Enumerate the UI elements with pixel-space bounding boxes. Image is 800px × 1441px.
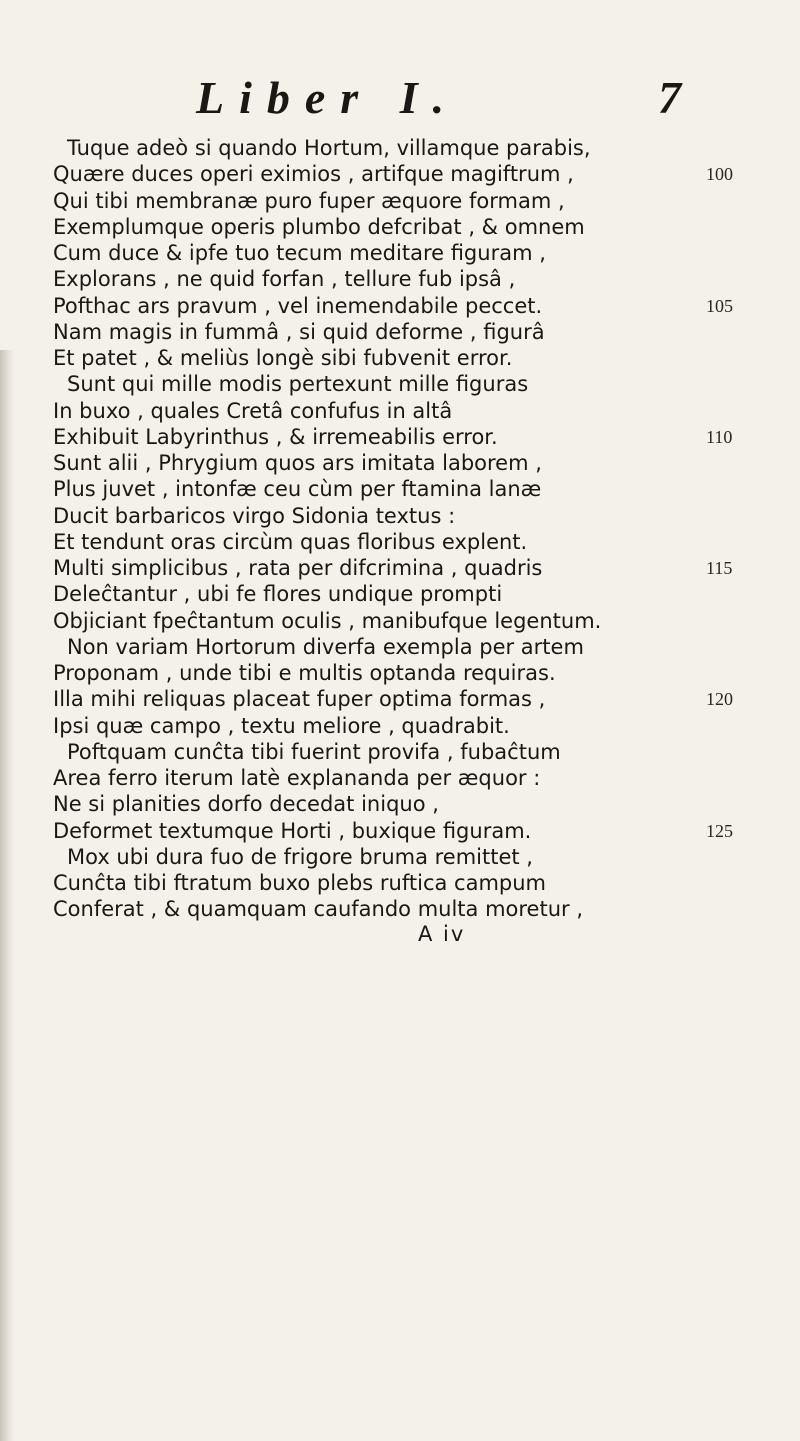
margin-line-number: 125: [706, 820, 733, 841]
verse-text: Non variam Hortorum diverfa exempla per artem: [67, 634, 584, 659]
verse-text: Et tendunt oras circùm quas floribus explent.: [53, 529, 528, 554]
verse-line: [0, 503, 800, 529]
verse-line: [0, 844, 800, 870]
verse-line: [0, 135, 800, 161]
page-number: 7: [658, 72, 681, 123]
verse-text: Ne si planities dorfo decedat iniquo ,: [53, 792, 439, 817]
verse-text: Deformet textumque Horti , buxique figuram.: [53, 818, 532, 843]
verse-line: [0, 214, 800, 240]
verse-line: [0, 398, 800, 424]
verse-text: Tuque adeò si quando Hortum, villamque parabis,: [67, 136, 591, 160]
verse-text: Area ferro iterum latè explananda per æquor :: [53, 766, 541, 790]
verse-line: [0, 896, 800, 922]
verse-line: [0, 791, 800, 817]
verse-text: Cum duce & ipfe tuo tecum meditare figuram ,: [53, 241, 546, 265]
verse-line: [0, 450, 800, 476]
margin-line-number: 110: [706, 426, 733, 447]
verse-text: Ducit barbaricos virgo Sidonia textus :: [53, 503, 456, 528]
verse-line: [0, 660, 800, 686]
verse-text: Poftquam cunĉta tibi fuerint provifa , fubaĉtum: [67, 739, 561, 764]
catchword: A iv: [418, 922, 466, 946]
verse-text: Objiciant fpeĉtantum oculis , manibufque legentum.: [53, 608, 602, 633]
verse-line: [0, 581, 800, 607]
verse-line: [0, 818, 800, 844]
verse-line: [0, 529, 800, 555]
verse-line: [0, 476, 800, 502]
verse-text: Sunt alii , Phrygium quos ars imitata laborem ,: [53, 451, 542, 475]
verse-text: Quære duces operi eximios , artifque magiftrum ,: [53, 162, 574, 187]
margin-line-number: 105: [706, 295, 733, 316]
verse-text: Conferat , & quamquam caufando multa moretur ,: [53, 897, 584, 922]
verse-line: [0, 686, 800, 712]
verse-block: [0, 135, 800, 923]
verse-line: [0, 765, 800, 791]
verse-text: Explorans , ne quid forfan , tellure fub ipsâ ,: [53, 267, 516, 292]
verse-line: [0, 713, 800, 739]
verse-text: Multi simplicibus , rata per difcrimina , quadris: [53, 556, 543, 580]
verse-text: Ipsi quæ campo , textu meliore , quadrabit.: [53, 713, 510, 738]
running-title: Liber I.: [196, 72, 460, 123]
verse-line: [0, 293, 800, 319]
verse-text: Illa mihi reliquas placeat fuper optima formas ,: [53, 687, 546, 712]
verse-text: Pofthac ars pravum , vel inemendabile peccet.: [53, 293, 543, 318]
verse-line: [0, 739, 800, 765]
verse-text: Cunĉta tibi ftratum buxo plebs ruftica campum: [53, 871, 547, 895]
verse-line: [0, 188, 800, 214]
verse-line: [0, 870, 800, 896]
verse-line: [0, 424, 800, 450]
verse-line: [0, 555, 800, 581]
margin-line-number: 115: [706, 558, 733, 578]
verse-text: Et patet , & meliùs longè sibi fubvenit error.: [53, 346, 513, 370]
verse-text: Qui tibi membranæ puro fuper æquore formam ,: [53, 188, 565, 213]
verse-text: Nam magis in fummâ , si quid deforme , figurâ: [53, 319, 545, 344]
verse-text: Deleĉtantur , ubi fe flores undique prompti: [53, 582, 503, 607]
verse-text: Exhibuit Labyrinthus , & irremeabilis error.: [53, 424, 498, 449]
verse-line: [0, 319, 800, 345]
margin-line-number: 120: [706, 689, 733, 710]
verse-text: Exemplumque operis plumbo defcribat , & omnem: [53, 214, 585, 239]
verse-text: Proponam , unde tibi e multis optanda requiras.: [53, 661, 556, 685]
verse-line: [0, 240, 800, 266]
verse-text: In buxo , quales Cretâ confufus in altâ: [53, 398, 453, 423]
verse-text: Plus juvet , intonfæ ceu cùm per ftamina lanæ: [53, 477, 542, 502]
verse-line: [0, 634, 800, 660]
verse-line: [0, 371, 800, 397]
verse-line: [0, 608, 800, 634]
verse-text: Mox ubi dura fuo de frigore bruma remittet ,: [67, 844, 533, 869]
verse-line: [0, 161, 800, 187]
margin-line-number: 100: [706, 164, 733, 185]
verse-line: [0, 266, 800, 292]
verse-text: Sunt qui mille modis pertexunt mille figuras: [67, 372, 529, 397]
verse-line: [0, 345, 800, 371]
page-header: [0, 70, 800, 130]
